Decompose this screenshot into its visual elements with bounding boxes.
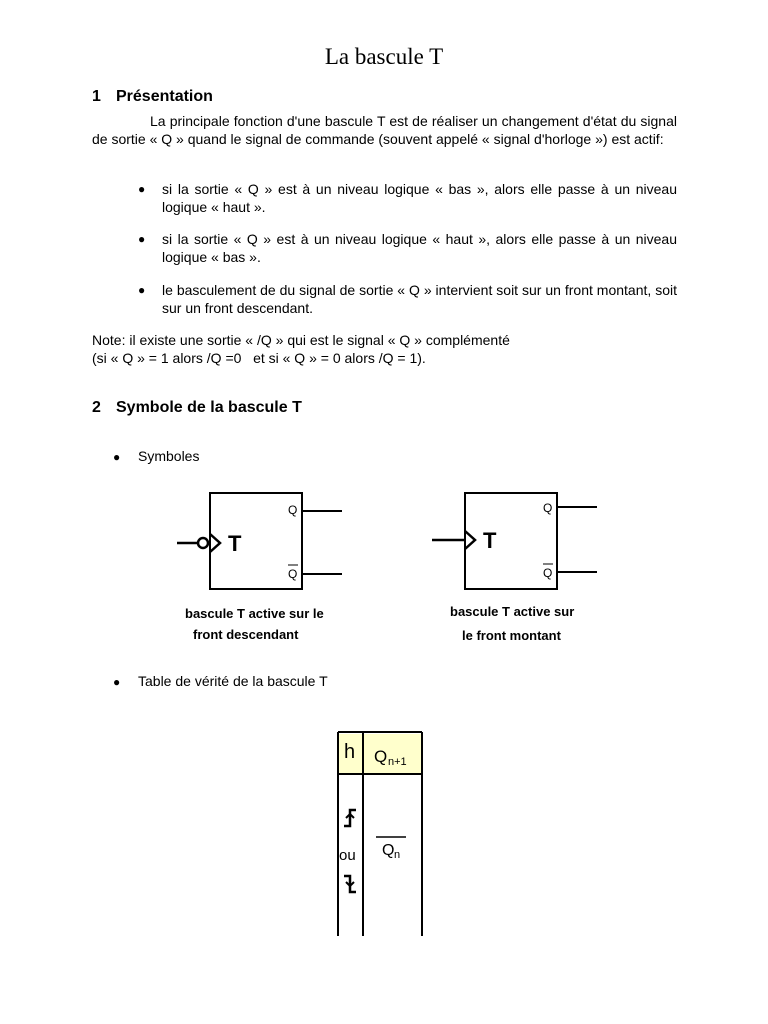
bullet-icon: ● <box>138 283 146 297</box>
t-flipflop-rising-edge-symbol <box>425 485 605 595</box>
row-q: Q <box>382 842 395 859</box>
qbar-output-label: Q <box>543 566 553 580</box>
clock-triangle <box>465 531 475 549</box>
row-q-subscript: n <box>394 849 401 861</box>
clock-triangle <box>210 534 220 552</box>
section-heading-symbole: 2 Symbole de la bascule T <box>92 399 302 416</box>
q-output-label: Q <box>288 503 298 517</box>
t-input-label: T <box>483 528 497 553</box>
row-ou-label: ou <box>339 847 356 864</box>
section-heading-presentation: 1 Présentation <box>92 88 213 105</box>
caption-falling-edge-line2: front descendant <box>193 627 299 642</box>
bullet-icon: ● <box>138 182 146 196</box>
falling-edge-icon <box>344 876 356 892</box>
truth-table-label: Table de vérité de la bascule T <box>138 673 328 689</box>
header-q: Q <box>374 747 388 766</box>
header-q-subscript: n+1 <box>388 756 407 768</box>
bullet-item-3: le basculement de du signal de sortie « Q » intervient soit sur un front montant, soit sur un front descendant. <box>162 282 677 316</box>
bullet-item-1: si la sortie « Q » est à un niveau logique « bas », alors elle passe à un niveau logique « haut ». <box>162 181 677 215</box>
inversion-bubble <box>198 538 208 548</box>
qbar-output-label: Q <box>288 567 298 581</box>
note-line-2: (si « Q » = 1 alors /Q =0 et si « Q » = 0 alors /Q = 1). <box>92 350 426 366</box>
t-flipflop-falling-edge-symbol <box>170 485 350 595</box>
header-h: h <box>344 741 356 763</box>
bullet-item-2: si la sortie « Q » est à un niveau logique « haut », alors elle passe à un niveau logique « bas ». <box>162 231 677 265</box>
caption-rising-edge-line2: le front montant <box>462 628 561 643</box>
bullet-icon: ● <box>113 675 121 689</box>
intro-paragraph: La principale fonction d'une bascule T est de réaliser un changement d'état du signal de sortie « Q » quand le signal de commande (souvent appelé « signal d'horloge ») est actif: <box>92 113 677 147</box>
truth-table <box>330 730 425 940</box>
t-input-label: T <box>228 531 242 556</box>
caption-falling-edge-line1: bascule T active sur le <box>185 606 324 621</box>
note-line-1: Note: il existe une sortie « /Q » qui est le signal « Q » complémenté <box>92 332 510 348</box>
caption-rising-edge-line1: bascule T active sur <box>450 604 575 619</box>
rising-edge-icon <box>344 810 356 826</box>
bullet-icon: ● <box>113 450 121 464</box>
bullet-icon: ● <box>138 232 146 246</box>
page-title: La bascule T <box>324 44 444 69</box>
q-output-label: Q <box>543 501 553 515</box>
symbols-label: Symboles <box>138 448 200 464</box>
